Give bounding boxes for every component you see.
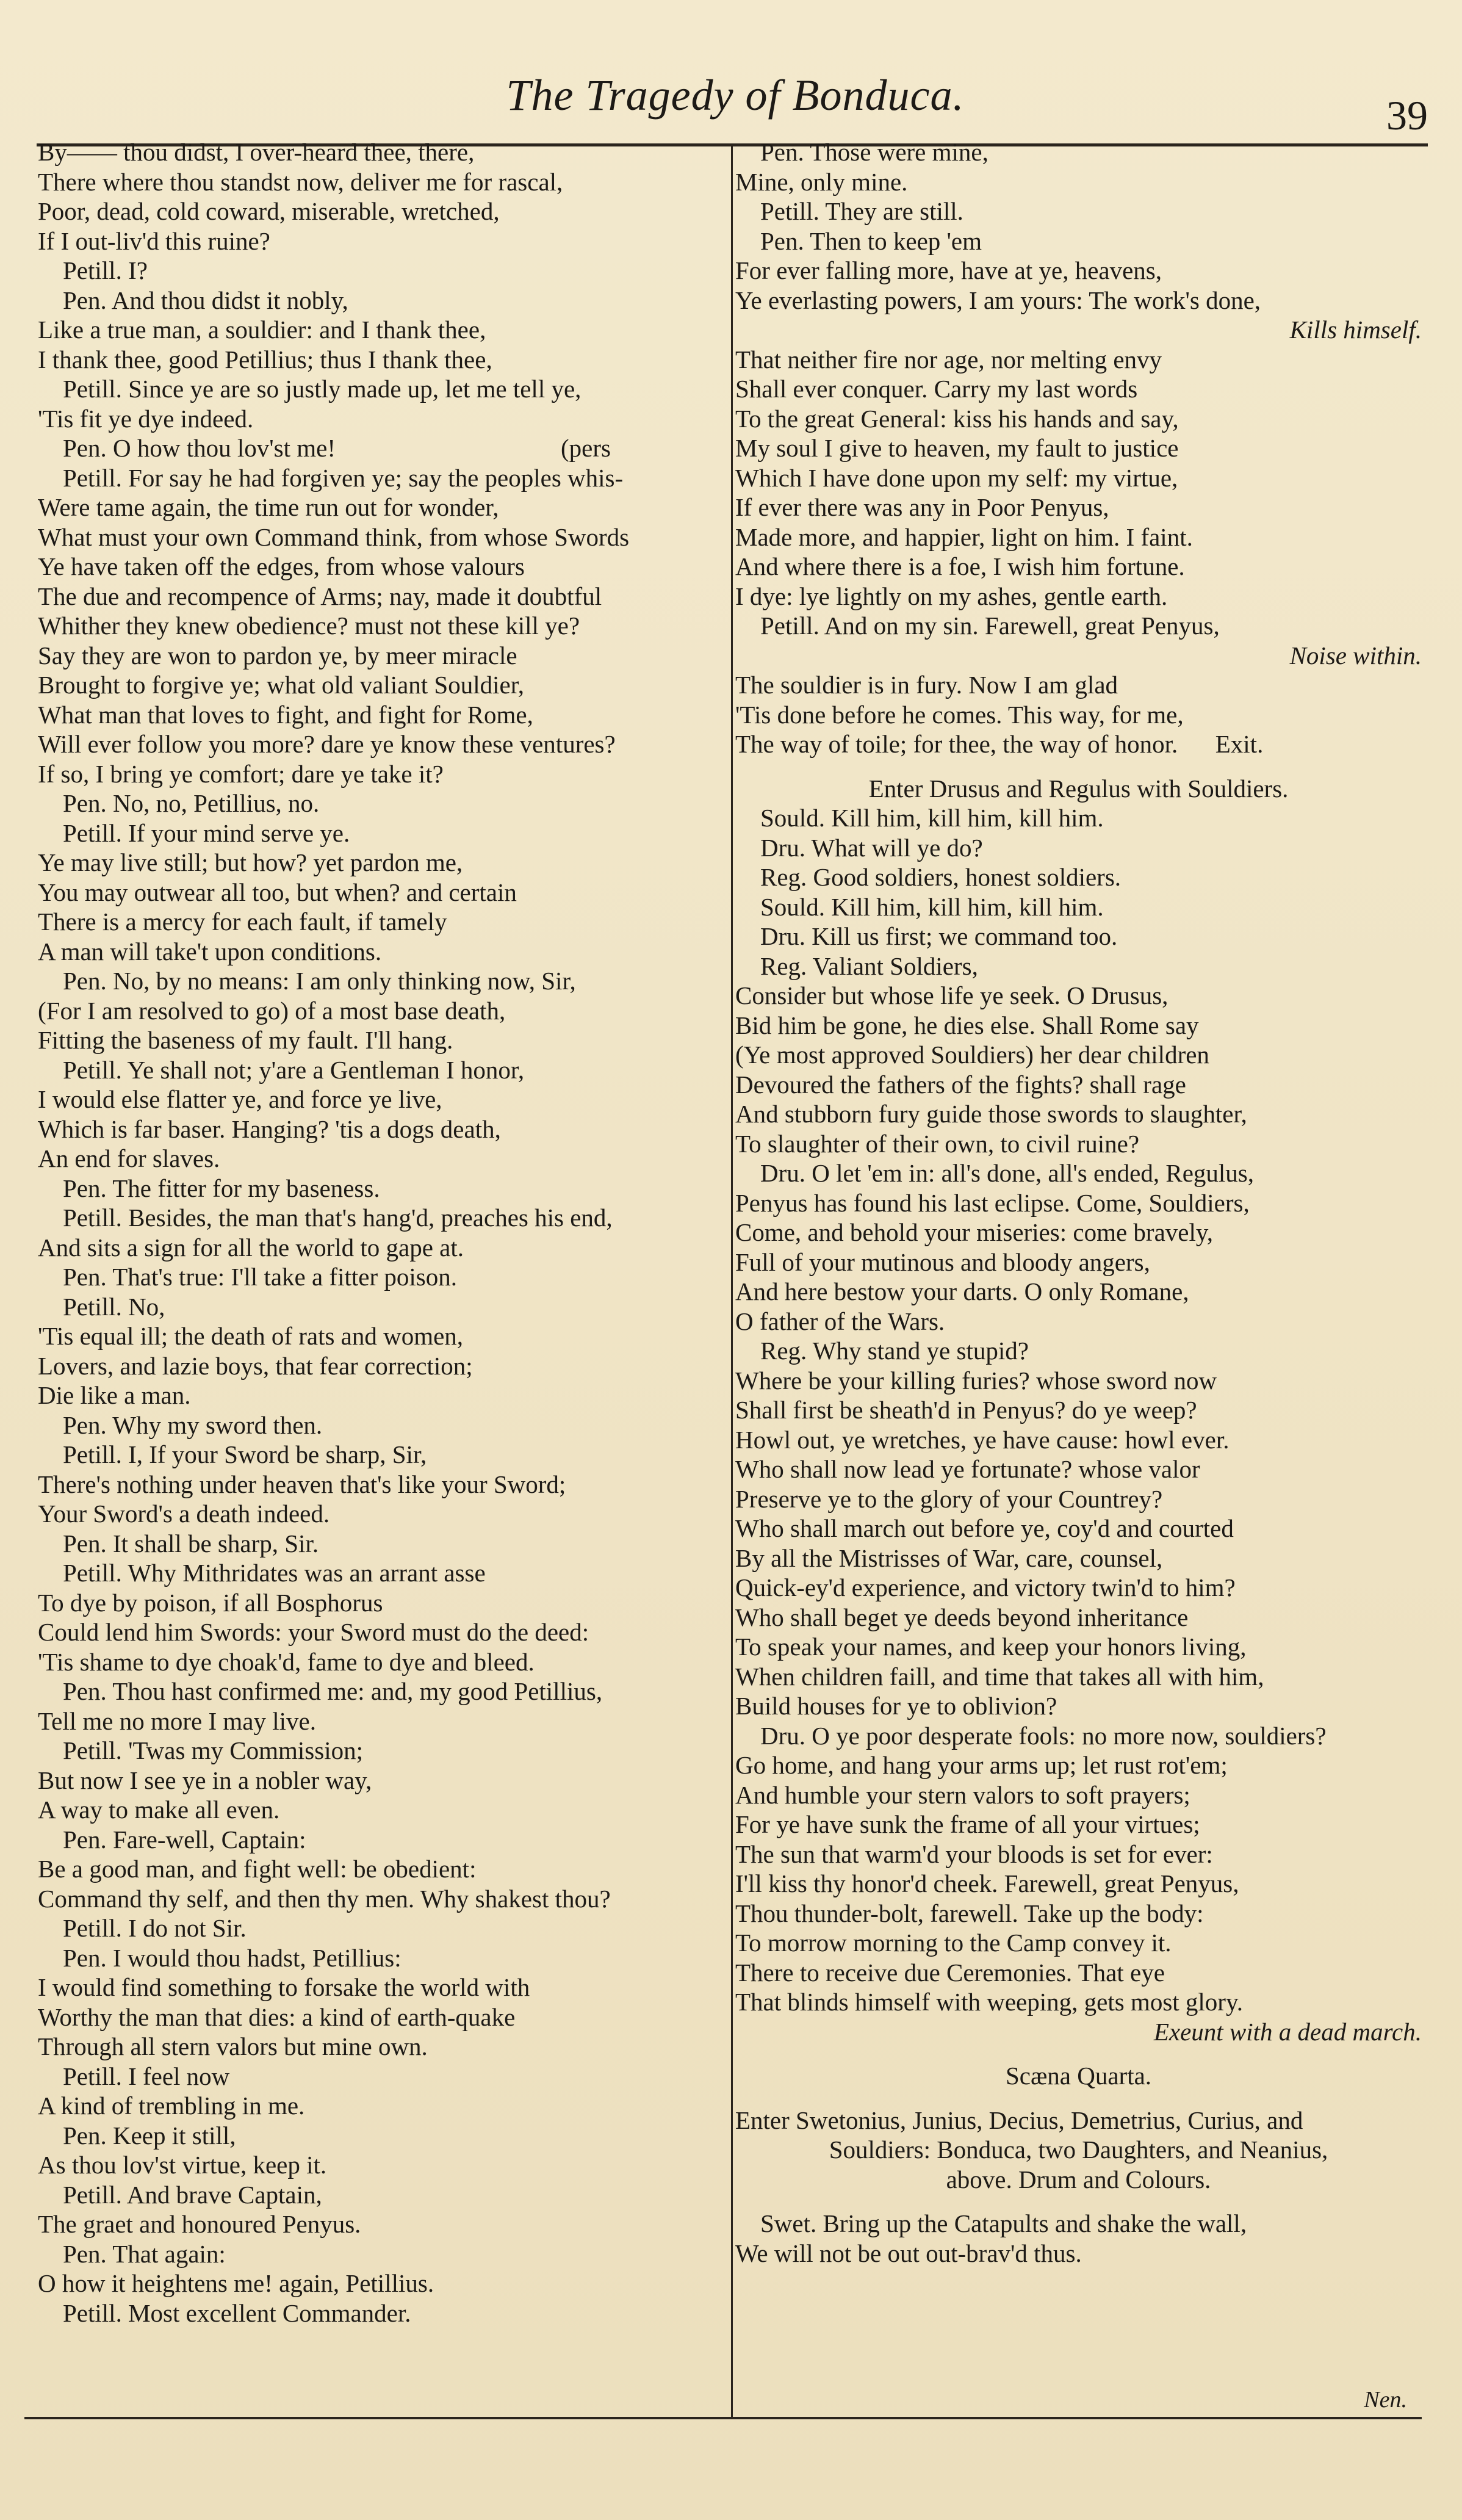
text-line: Reg. Why stand ye stupid?: [735, 1337, 1029, 1365]
text-line: When children faill, and time that takes all with him,: [735, 1662, 1264, 1691]
text-line: Petill. They are still.: [735, 197, 963, 225]
text-line: Will ever follow you more? dare ye know these ventures?: [38, 730, 616, 758]
text-line: Tell me no more I may live.: [38, 1706, 316, 1735]
text-line: Petill. Most excellent Commander.: [38, 2298, 411, 2327]
text-line: (Ye most approved Souldiers) her dear children: [735, 1041, 1209, 1069]
text-line: Enter Drusus and Regulus with Souldiers.: [868, 774, 1289, 803]
text-line: Thou thunder-bolt, farewell. Take up the body:: [735, 1899, 1204, 1927]
text-line: Lovers, and lazie boys, that fear correction;: [38, 1351, 473, 1380]
text-line: If so, I bring ye comfort; dare ye take it?: [38, 759, 444, 788]
text-line: Noise within.: [1289, 641, 1422, 670]
text-line: Could lend him Swords: your Sword must do the deed:: [38, 1618, 589, 1646]
text-line: [735, 2194, 1422, 2209]
text-line: To the great General: kiss his hands and say,: [735, 404, 1179, 433]
text-line: Your Sword's a death indeed.: [38, 1500, 330, 1528]
text-line: I dye: lye lightly on my ashes, gentle earth.: [735, 582, 1168, 610]
catchword: Nen.: [1364, 2387, 1407, 2413]
text-line: Reg. Good soldiers, honest soldiers.: [735, 863, 1122, 891]
text-line: Come, and behold your miseries: come bravely,: [735, 1218, 1213, 1246]
text-line: Dru. Kill us first; we command too.: [735, 922, 1118, 950]
text-line: The sun that warm'd your bloods is set for ever:: [735, 1839, 1213, 1868]
text-line: Say they are won to pardon ye, by meer miracle: [38, 641, 517, 670]
text-line: Poor, dead, cold coward, miserable, wretched,: [38, 197, 500, 225]
text-line: To slaughter of their own, to civil ruine?: [735, 1129, 1140, 1158]
text-line: Mine, only mine.: [735, 167, 908, 196]
text-line: Howl out, ye wretches, ye have cause: howl ever.: [735, 1425, 1230, 1454]
text-line: Shall ever conquer. Carry my last words: [735, 375, 1138, 403]
column-divider: [731, 146, 733, 2417]
text-line: Petill. Besides, the man that's hang'd, preaches his end,: [38, 1204, 613, 1232]
text-line: (For I am resolved to go) of a most base death,: [38, 996, 506, 1025]
text-line: Who shall now lead ye fortunate? whose valor: [735, 1455, 1200, 1483]
text-line: The way of toile; for thee, the way of honor. Exit.: [735, 730, 1264, 758]
text-line: And stubborn fury guide those swords to slaughter,: [735, 1100, 1247, 1128]
text-line: Pen. Then to keep 'em: [735, 226, 982, 255]
text-line: There is a mercy for each fault, if tamely: [38, 908, 447, 936]
text-line: 'Tis shame to dye choak'd, fame to dye and bleed.: [38, 1647, 535, 1676]
text-line: To morrow morning to the Camp convey it.: [735, 1929, 1172, 1957]
text-line: Ye have taken off the edges, from whose valours: [38, 552, 525, 580]
text-line: Reg. Valiant Soldiers,: [735, 951, 978, 980]
text-line: 'Tis equal ill; the death of rats and women,: [38, 1322, 464, 1350]
text-line: Scæna Quarta.: [1005, 2062, 1152, 2090]
text-line: Go home, and hang your arms up; let rust rot'em;: [735, 1751, 1228, 1779]
text-line: [735, 759, 1422, 774]
text-line: 'Tis done before he comes. This way, for me,: [735, 700, 1184, 729]
text-line: [735, 2091, 1422, 2106]
text-line: I would else flatter ye, and force ye live,: [38, 1085, 442, 1113]
text-line: But now I see ye in a nobler way,: [38, 1766, 372, 1794]
text-line: Kills himself.: [1289, 316, 1422, 344]
text-line: There to receive due Ceremonies. That eye: [735, 1958, 1165, 1987]
text-line: The souldier is in fury. Now I am glad: [735, 671, 1118, 699]
text-line: To dye by poison, if all Bosphorus: [38, 1588, 383, 1617]
text-line: I thank thee, good Petillius; thus I thank thee,: [38, 345, 492, 374]
text-line: Petill. I do not Sir.: [38, 1914, 247, 1942]
text-line: Command thy self, and then thy men. Why shakest thou?: [38, 1884, 611, 1913]
text-line: For ye have sunk the frame of all your virtues;: [735, 1810, 1200, 1838]
text-line: Petill. I, If your Sword be sharp, Sir,: [38, 1440, 427, 1468]
text-line: Enter Swetonius, Junius, Decius, Demetrius, Curius, and: [735, 2106, 1303, 2134]
text-line: Dru. O ye poor desperate fools: no more now, souldiers?: [735, 1721, 1327, 1750]
text-line: Where be your killing furies? whose sword now: [735, 1366, 1217, 1395]
text-line: Like a true man, a souldier: and I thank thee,: [38, 316, 486, 344]
text-line: Dru. What will ye do?: [735, 833, 983, 862]
text-line: Made more, and happier, light on him. I faint.: [735, 522, 1193, 551]
text-line: O father of the Wars.: [735, 1307, 945, 1335]
text-line: 'Tis fit ye dye indeed.: [38, 404, 254, 433]
text-line: Shall first be sheath'd in Penyus? do ye weep?: [735, 1396, 1197, 1424]
text-line: Petill. And brave Captain,: [38, 2180, 322, 2209]
text-line: Worthy the man that dies: a kind of earth-quake: [38, 2002, 516, 2031]
text-line: And where there is a foe, I wish him fortune.: [735, 552, 1185, 580]
text-line: Pen. That's true: I'll take a fitter poison.: [38, 1263, 457, 1291]
text-line: Pen. I would thou hadst, Petillius:: [38, 1943, 402, 1972]
text-line: Pen. Fare-well, Captain:: [38, 1825, 306, 1854]
text-line: O how it heightens me! again, Petillius.: [38, 2269, 434, 2297]
text-line: Petill. I?: [38, 256, 148, 284]
text-line: Petill. No,: [38, 1292, 165, 1321]
text-line: A man will take't upon conditions.: [38, 937, 382, 966]
text-line: There's nothing under heaven that's like your Sword;: [38, 1470, 566, 1498]
text-line: Pen. It shall be sharp, Sir.: [38, 1529, 319, 1558]
text-line: I'll kiss thy honor'd cheek. Farewell, great Penyus,: [735, 1869, 1239, 1897]
text-line: And here bestow your darts. O only Romane,: [735, 1277, 1189, 1305]
text-line: Dru. O let 'em in: all's done, all's ended, Regulus,: [735, 1159, 1254, 1187]
text-line: Petill. If your mind serve ye.: [38, 818, 350, 847]
text-line: Petill. 'Twas my Commission;: [38, 1736, 363, 1764]
footer-rule: [24, 2417, 1422, 2419]
text-line: That neither fire nor age, nor melting envy: [735, 345, 1162, 374]
text-line: For ever falling more, have at ye, heavens,: [735, 256, 1162, 284]
page-header: [43, 58, 1428, 150]
text-line: If I out-liv'd this ruine?: [38, 226, 270, 255]
text-line: Through all stern valors but mine own.: [38, 2032, 428, 2060]
text-line: Petill. Ye shall not; y'are a Gentleman I honor,: [38, 1055, 525, 1084]
text-line: Pen. That again:: [38, 2239, 226, 2268]
text-line: Whither they knew obedience? must not these kill ye?: [38, 612, 580, 640]
text-line: That blinds himself with weeping, gets most glory.: [735, 1988, 1244, 2016]
text-line: There where thou standst now, deliver me for rascal,: [38, 167, 563, 196]
text-line: I would find something to forsake the world with: [38, 1973, 530, 2001]
text-line: Pen. Those were mine,: [735, 138, 988, 166]
text-line: The graet and honoured Penyus.: [38, 2210, 361, 2238]
text-line: You may outwear all too, but when? and certain: [38, 878, 517, 906]
text-line: Which is far baser. Hanging? 'tis a dogs death,: [38, 1114, 501, 1143]
text-line: Pen. O how thou lov'st me! (pers: [38, 434, 611, 462]
text-line: Petill. Why Mithridates was an arrant asse: [38, 1559, 486, 1587]
text-line: Bid him be gone, he dies else. Shall Rome say: [735, 1011, 1199, 1039]
text-line: Petill. And on my sin. Farewell, great Penyus,: [735, 612, 1220, 640]
text-line: Swet. Bring up the Catapults and shake the wall,: [735, 2209, 1247, 2237]
text-line: Pen. The fitter for my baseness.: [38, 1174, 380, 1202]
text-line: Pen. No, by no means: I am only thinking now, Sir,: [38, 967, 576, 995]
text-line: Ye everlasting powers, I am yours: The work's done,: [735, 286, 1261, 314]
running-title: The Tragedy of Bonduca.: [506, 71, 965, 120]
text-line: To speak your names, and keep your honors living,: [735, 1633, 1247, 1661]
text-line: Pen. And thou didst it nobly,: [38, 286, 348, 314]
left-text-column: [38, 137, 721, 2328]
text-line: As thou lov'st virtue, keep it.: [38, 2151, 327, 2179]
text-line: Which I have done upon my self: my virtue,: [735, 463, 1178, 492]
text-line: By all the Mistrisses of War, care, counsel,: [735, 1543, 1163, 1572]
text-line: What man that loves to fight, and fight for Rome,: [38, 700, 533, 729]
text-line: Pen. Why my sword then.: [38, 1410, 323, 1439]
text-line: And sits a sign for all the world to gape at.: [38, 1233, 464, 1262]
text-line: Penyus has found his last eclipse. Come, Souldiers,: [735, 1188, 1250, 1217]
text-line: Devoured the fathers of the fights? shall rage: [735, 1070, 1186, 1099]
text-line: Who shall beget ye deeds beyond inheritance: [735, 1603, 1189, 1631]
text-line: Preserve ye to the glory of your Countrey?: [735, 1484, 1163, 1513]
text-line: An end for slaves.: [38, 1144, 220, 1172]
text-line: Pen. No, no, Petillius, no.: [38, 789, 320, 817]
text-line: Fitting the baseness of my fault. I'll hang.: [38, 1026, 453, 1054]
text-line: If ever there was any in Poor Penyus,: [735, 493, 1109, 521]
page-number: 39: [1386, 92, 1428, 139]
text-line: Brought to forgive ye; what old valiant Souldier,: [38, 671, 524, 699]
text-line: Sould. Kill him, kill him, kill him.: [735, 804, 1104, 832]
text-line: Die like a man.: [38, 1381, 191, 1409]
text-line: And humble your stern valors to soft prayers;: [735, 1780, 1190, 1809]
text-line: Sould. Kill him, kill him, kill him.: [735, 892, 1104, 921]
text-line: Petill. For say he had forgiven ye; say the peoples whis-: [38, 463, 624, 492]
text-line: My soul I give to heaven, my fault to justice: [735, 434, 1179, 462]
text-line: Be a good man, and fight well: be obedient:: [38, 1855, 477, 1883]
text-line: above. Drum and Colours.: [946, 2165, 1211, 2193]
text-line: A kind of trembling in me.: [38, 2092, 305, 2120]
text-line: Quick-ey'd experience, and victory twin'd to him?: [735, 1573, 1236, 1601]
text-line: Ye may live still; but how? yet pardon me,: [38, 848, 463, 876]
text-line: The due and recompence of Arms; nay, made it doubtful: [38, 582, 602, 610]
text-line: What must your own Command think, from whose Swords: [38, 522, 630, 551]
text-line: Full of your mutinous and bloody angers,: [735, 1247, 1150, 1276]
text-line: Pen. Keep it still,: [38, 2121, 236, 2150]
text-line: Exeunt with a dead march.: [1153, 2017, 1422, 2046]
text-line: We will not be out out-brav'd thus.: [735, 2239, 1082, 2267]
right-text-column: [735, 137, 1422, 2268]
text-line: [735, 2046, 1422, 2061]
text-line: Petill. I feel now: [38, 2062, 230, 2090]
text-line: Pen. Thou hast confirmed me: and, my good Petillius,: [38, 1677, 603, 1705]
text-line: Who shall march out before ye, coy'd and courted: [735, 1514, 1234, 1542]
text-line: Souldiers: Bonduca, two Daughters, and Neanius,: [829, 2136, 1328, 2164]
text-line: Build houses for ye to oblivion?: [735, 1692, 1057, 1720]
text-line: Were tame again, the time run out for wonder,: [38, 493, 499, 521]
text-line: By—— thou didst, I over-heard thee, there,: [38, 138, 475, 166]
text-line: A way to make all even.: [38, 1796, 280, 1824]
text-line: Petill. Since ye are so justly made up, let me tell ye,: [38, 375, 582, 403]
text-line: Consider but whose life ye seek. O Drusus,: [735, 981, 1169, 1009]
